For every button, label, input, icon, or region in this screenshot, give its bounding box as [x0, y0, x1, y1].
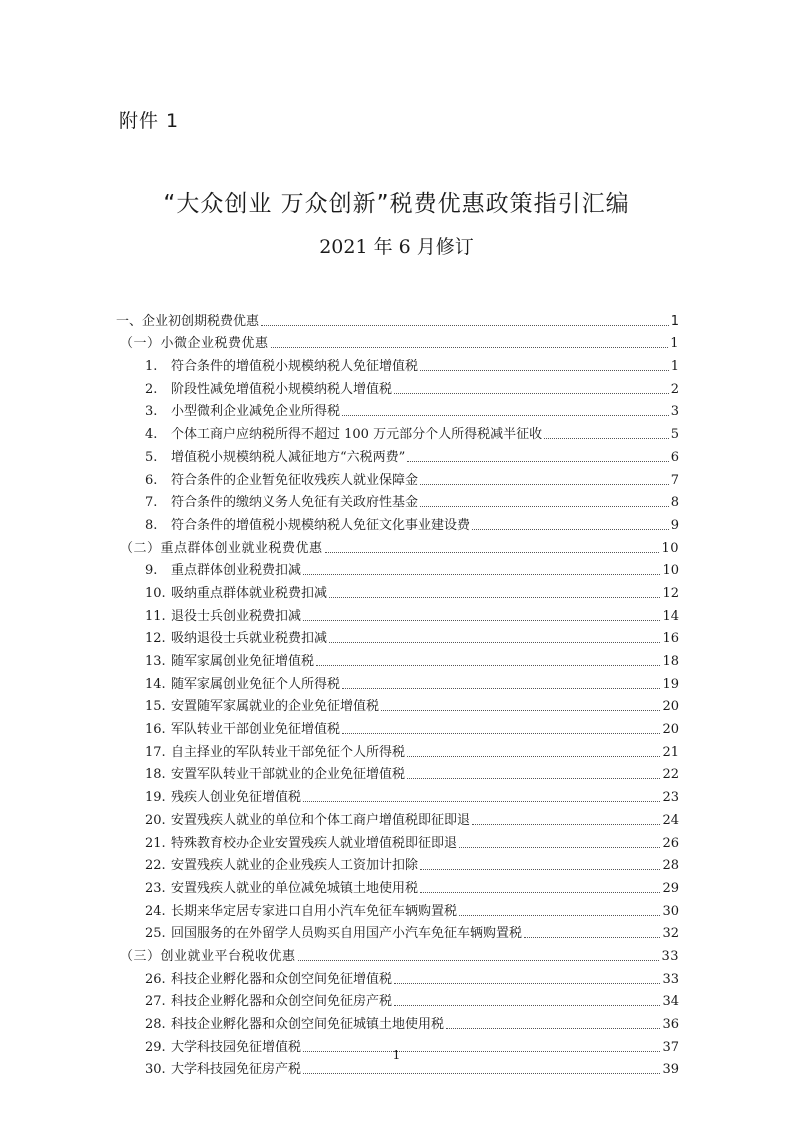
toc-entry-label: 随军家属创业免征个人所得税	[171, 676, 341, 692]
toc-entry[interactable]	[116, 625, 679, 648]
table-of-contents	[116, 307, 679, 1078]
toc-entry-number: 4.	[145, 427, 158, 443]
toc-leader-dots	[342, 733, 660, 734]
toc-leader-dots	[459, 915, 660, 916]
toc-entry-number: 18.	[145, 767, 166, 783]
toc-entry-number: 21.	[145, 835, 166, 851]
toc-entry-label: 残疾人创业免征增值税	[171, 790, 302, 806]
toc-leader-dots	[420, 370, 669, 371]
toc-entry-number: 27.	[145, 994, 166, 1010]
toc-entry-page: 10	[661, 540, 679, 556]
toc-entry-number: 10.	[145, 585, 166, 601]
toc-entry[interactable]	[116, 1010, 679, 1033]
toc-entry-label: 个体工商户应纳税所得不超过 100 万元部分个人所得税减半征收	[171, 427, 543, 443]
toc-entry-number: 5.	[145, 449, 158, 465]
toc-entry[interactable]	[116, 874, 679, 897]
toc-entry[interactable]	[116, 375, 679, 398]
toc-entry[interactable]	[116, 534, 679, 557]
toc-entry[interactable]	[116, 806, 679, 829]
toc-entry[interactable]	[116, 783, 679, 806]
toc-entry-number: 26.	[145, 971, 166, 987]
toc-entry-label: 重点群体创业税费扣减	[171, 563, 302, 579]
toc-entry-page: 7	[670, 472, 679, 488]
page-number: 1	[392, 1048, 401, 1062]
toc-leader-dots	[420, 506, 669, 507]
toc-leader-dots	[303, 801, 660, 802]
toc-entry-label: （一）小微企业税费优惠	[120, 336, 269, 352]
toc-entry-label: 符合条件的增值税小规模纳税人免征增值税	[171, 359, 419, 375]
toc-entry-label: 自主择业的军队转业干部免征个人所得税	[171, 744, 406, 760]
toc-entry[interactable]	[116, 602, 679, 625]
toc-entry-page: 1	[670, 359, 679, 375]
toc-entry-label: 符合条件的增值税小规模纳税人免征文化事业建设费	[171, 517, 471, 533]
toc-leader-dots	[394, 983, 660, 984]
toc-leader-dots	[394, 393, 669, 394]
toc-entry-label: 特殊教育校办企业安置残疾人就业增值税即征即退	[171, 835, 458, 851]
toc-entry-label: 科技企业孵化器和众创空间免征增值税	[171, 971, 393, 987]
toc-entry-label: （三）创业就业平台税收优惠	[120, 948, 296, 964]
toc-entry-number: 2.	[145, 381, 158, 397]
toc-entry-label: 吸纳退役士兵就业税费扣减	[171, 631, 328, 647]
toc-entry[interactable]	[116, 988, 679, 1011]
toc-entry[interactable]	[116, 738, 679, 761]
toc-entry-page: 30	[662, 903, 679, 919]
toc-entry-number: 20.	[145, 812, 166, 828]
toc-entry-page: 37	[662, 1039, 679, 1055]
toc-leader-dots	[524, 937, 660, 938]
toc-entry[interactable]	[116, 511, 679, 534]
toc-entry-page: 20	[662, 722, 679, 738]
toc-entry[interactable]	[116, 942, 679, 965]
toc-entry[interactable]	[116, 330, 679, 353]
toc-entry-label: 小型微利企业减免企业所得税	[171, 404, 341, 420]
toc-entry-number: 9.	[145, 563, 158, 579]
toc-entry-number: 19.	[145, 790, 166, 806]
toc-entry-label: 科技企业孵化器和众创空间免征城镇土地使用税	[171, 1017, 445, 1032]
toc-entry-page: 8	[670, 495, 679, 511]
toc-leader-dots	[298, 960, 660, 961]
toc-entry-page: 21	[662, 744, 679, 760]
toc-entry-label: 符合条件的缴纳义务人免征有关政府性基金	[171, 495, 419, 511]
attachment-label: 附件 1	[119, 110, 180, 132]
toc-leader-dots	[261, 325, 669, 326]
toc-entry[interactable]	[116, 443, 679, 466]
toc-entry-page: 20	[662, 699, 679, 715]
toc-leader-dots	[544, 438, 669, 439]
toc-entry-number: 13.	[145, 654, 166, 669]
toc-entry-label: 回国服务的在外留学人员购买自用国产小汽车免征车辆购置税	[171, 926, 523, 942]
toc-entry-page: 32	[662, 926, 679, 942]
toc-entry-page: 2	[670, 381, 679, 397]
toc-entry[interactable]	[116, 398, 679, 421]
toc-leader-dots	[271, 347, 669, 348]
toc-entry-page: 5	[670, 427, 679, 443]
toc-entry-number: 6.	[145, 472, 158, 488]
toc-entry-label: 安置残疾人就业的企业残疾人工资加计扣除	[171, 858, 419, 874]
toc-entry-number: 14.	[145, 676, 166, 692]
toc-leader-dots	[329, 597, 660, 598]
toc-entry-number: 17.	[145, 744, 166, 760]
toc-entry-page: 18	[662, 654, 679, 669]
toc-entry-number: 24.	[145, 903, 166, 919]
toc-entry-number: 1.	[145, 359, 158, 375]
toc-entry-label: 一、企业初创期税费优惠	[116, 313, 260, 329]
toc-entry-page: 9	[670, 517, 679, 533]
toc-entry-label: 符合条件的企业暂免征收残疾人就业保障金	[171, 472, 419, 488]
toc-entry-page: 29	[662, 880, 679, 896]
toc-entry-number: 3.	[145, 404, 158, 420]
toc-entry-label: 退役士兵创业税费扣减	[171, 608, 302, 624]
toc-entry-label: 吸纳重点群体就业税费扣减	[171, 585, 328, 601]
toc-leader-dots	[303, 1073, 660, 1074]
toc-entry[interactable]	[116, 307, 679, 330]
toc-leader-dots	[342, 415, 669, 416]
toc-entry-page: 12	[662, 585, 679, 601]
toc-entry-number: 25.	[145, 926, 166, 942]
toc-entry-label: 安置军队转业干部就业的企业免征增值税	[171, 767, 406, 783]
toc-entry[interactable]	[116, 489, 679, 512]
toc-entry-number: 28.	[145, 1017, 166, 1032]
toc-entry-label: 阶段性减免增值税小规模纳税人增值税	[171, 381, 393, 397]
toc-leader-dots	[325, 552, 660, 553]
toc-leader-dots	[420, 484, 669, 485]
toc-entry-label: 安置残疾人就业的单位和个体工商户增值税即征即退	[171, 812, 471, 828]
toc-entry[interactable]	[116, 829, 679, 852]
toc-entry-label: 安置残疾人就业的单位减免城镇土地使用税	[171, 880, 419, 896]
toc-entry-page: 26	[662, 835, 679, 851]
toc-entry-number: 7.	[145, 495, 158, 511]
toc-entry-label: 长期来华定居专家进口自用小汽车免征车辆购置税	[171, 903, 458, 919]
toc-entry-label: 大学科技园免征增值税	[171, 1039, 302, 1055]
toc-entry[interactable]	[116, 693, 679, 716]
revision-date: 2021 年 6 月修订	[319, 236, 474, 258]
toc-entry-page: 6	[670, 449, 679, 465]
toc-leader-dots	[407, 778, 660, 779]
toc-entry-page: 39	[662, 1062, 679, 1078]
toc-entry-number: 15.	[145, 699, 166, 715]
toc-entry[interactable]	[116, 557, 679, 580]
toc-entry-number: 11.	[145, 608, 166, 624]
toc-leader-dots	[459, 847, 660, 848]
toc-entry[interactable]	[116, 852, 679, 875]
toc-entry[interactable]	[116, 352, 679, 375]
toc-leader-dots	[303, 620, 660, 621]
toc-entry-page: 1	[670, 336, 679, 352]
toc-entry[interactable]	[116, 579, 679, 602]
toc-leader-dots	[316, 665, 660, 666]
toc-entry[interactable]	[116, 647, 679, 670]
toc-entry-page: 14	[662, 608, 679, 624]
toc-entry[interactable]	[116, 761, 679, 784]
toc-entry-label: 增值税小规模纳税人减征地方“六税两费”	[171, 449, 406, 465]
toc-entry-number: 29.	[145, 1039, 166, 1055]
toc-entry-number: 8.	[145, 517, 158, 533]
toc-entry-label: 科技企业孵化器和众创空间免征房产税	[171, 994, 393, 1010]
toc-entry[interactable]	[116, 897, 679, 920]
toc-entry-page: 34	[662, 994, 679, 1010]
toc-entry-label: （二）重点群体创业就业税费优惠	[120, 540, 323, 556]
toc-leader-dots	[303, 574, 660, 575]
toc-leader-dots	[446, 1028, 660, 1029]
toc-leader-dots	[394, 1005, 660, 1006]
toc-entry-page: 16	[662, 631, 679, 647]
toc-entry[interactable]	[116, 920, 679, 943]
toc-entry-page: 10	[662, 563, 679, 579]
toc-entry-label: 大学科技园免征房产税	[171, 1062, 302, 1078]
toc-entry[interactable]	[116, 420, 679, 443]
toc-entry-page: 36	[662, 1017, 679, 1032]
toc-entry-number: 12.	[145, 631, 166, 647]
toc-entry[interactable]	[116, 715, 679, 738]
toc-leader-dots	[342, 688, 660, 689]
toc-entry-number: 23.	[145, 880, 166, 896]
toc-leader-dots	[420, 892, 660, 893]
toc-entry-number: 30.	[145, 1062, 166, 1078]
toc-leader-dots	[472, 529, 669, 530]
toc-entry-page: 28	[662, 858, 679, 874]
toc-entry-page: 22	[662, 767, 679, 783]
toc-leader-dots	[420, 869, 660, 870]
toc-leader-dots	[407, 461, 668, 462]
toc-entry-page: 23	[662, 790, 679, 806]
toc-entry-number: 16.	[145, 722, 166, 738]
toc-entry-page: 19	[662, 676, 679, 692]
toc-entry-page: 24	[662, 812, 679, 828]
toc-entry-page: 33	[661, 948, 679, 964]
toc-entry-label: 随军家属创业免征增值税	[171, 654, 315, 669]
toc-entry-page: 1	[670, 313, 679, 329]
toc-entry[interactable]	[116, 670, 679, 693]
toc-entry-number: 22.	[145, 858, 166, 874]
toc-entry-page: 3	[670, 404, 679, 420]
toc-leader-dots	[381, 710, 660, 711]
toc-entry[interactable]	[116, 466, 679, 489]
toc-entry[interactable]	[116, 965, 679, 988]
document-title: “大众创业 万众创新”税费优惠政策指引汇编	[163, 191, 630, 217]
toc-leader-dots	[472, 824, 660, 825]
toc-leader-dots	[407, 756, 660, 757]
toc-entry-page: 33	[662, 971, 679, 987]
toc-leader-dots	[329, 642, 660, 643]
toc-entry-label: 军队转业干部创业免征增值税	[171, 722, 341, 738]
toc-entry-label: 安置随军家属就业的企业免征增值税	[171, 699, 380, 715]
